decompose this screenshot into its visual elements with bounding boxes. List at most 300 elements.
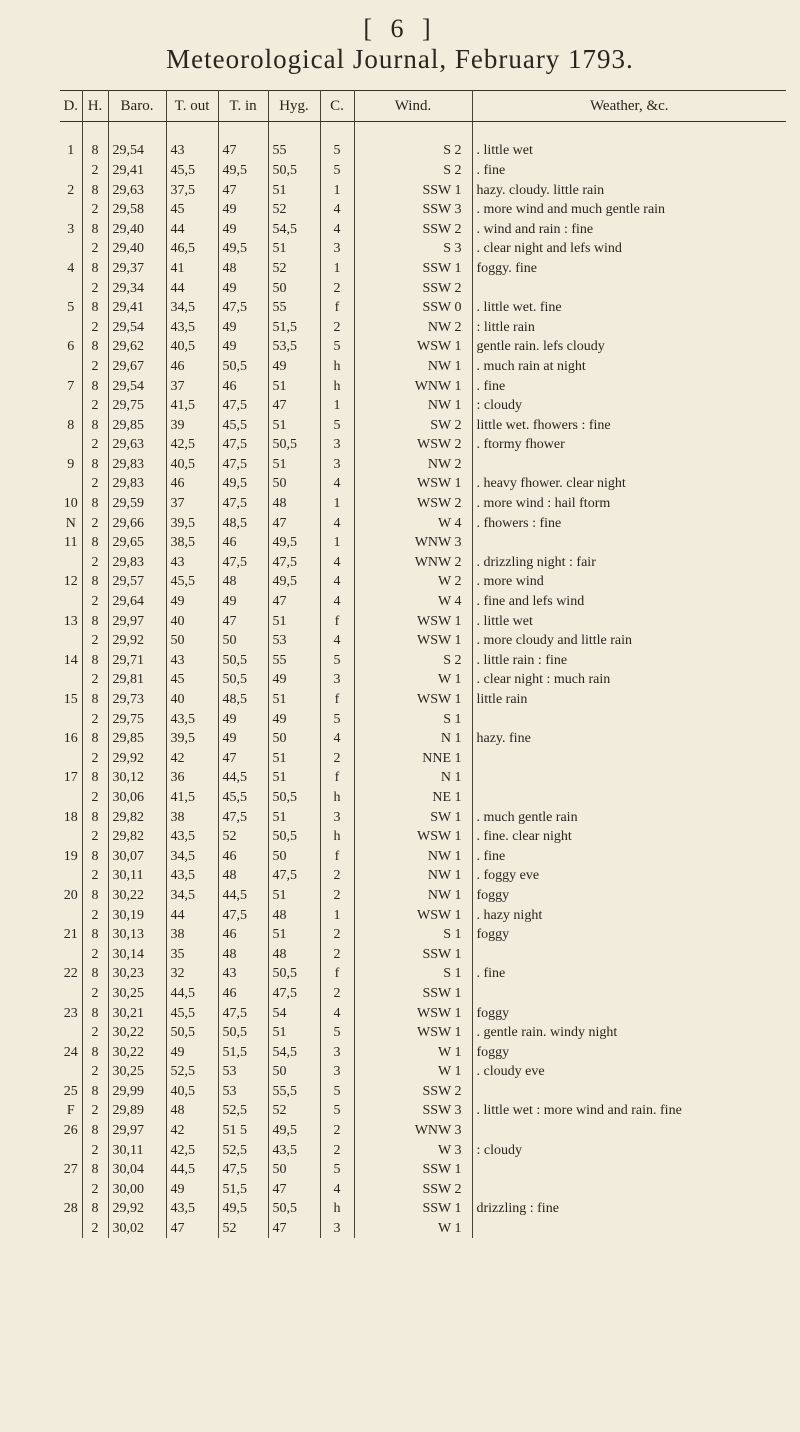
- cell-hour: 8: [82, 415, 108, 435]
- cell-day: 22: [60, 964, 82, 984]
- cell-clouds: 2: [320, 866, 354, 886]
- cell-day: [60, 631, 82, 651]
- table-row: [60, 455, 786, 475]
- table-row: [60, 435, 786, 455]
- cell-temp-out: 48: [166, 1101, 218, 1121]
- table-row: [60, 317, 786, 337]
- cell-hygrometer: 51: [268, 1023, 320, 1043]
- table-row: [60, 964, 786, 984]
- cell-wind: WNW 1: [354, 376, 472, 396]
- cell-day: 13: [60, 611, 82, 631]
- cell-hour: 8: [82, 455, 108, 475]
- cell-hour: 8: [82, 1042, 108, 1062]
- cell-temp-in: 45,5: [218, 415, 268, 435]
- weather-table: [60, 90, 786, 1238]
- cell-hygrometer: 49: [268, 357, 320, 377]
- table-row: [60, 1140, 786, 1160]
- cell-weather: . heavy fhower. clear night: [476, 476, 626, 492]
- cell-day: 26: [60, 1121, 82, 1141]
- cell-clouds: 2: [320, 886, 354, 906]
- cell-temp-in: 47,5: [218, 494, 268, 514]
- cell-hygrometer: 48: [268, 944, 320, 964]
- cell-barometer: 29,83: [108, 474, 166, 494]
- table-row: [60, 415, 786, 435]
- cell-hygrometer: 49: [268, 670, 320, 690]
- cell-wind: W 3: [354, 1140, 472, 1160]
- cell-wind: WSW 1: [354, 337, 472, 357]
- cell-temp-out: 43: [166, 141, 218, 161]
- cell-barometer: 29,73: [108, 690, 166, 710]
- cell-wind: SSW 1: [354, 259, 472, 279]
- cell-clouds: 1: [320, 533, 354, 553]
- cell-weather: [472, 1180, 786, 1200]
- cell-clouds: h: [320, 376, 354, 396]
- cell-temp-out: 42: [166, 749, 218, 769]
- cell-weather: . much gentle rain: [476, 809, 578, 825]
- cell-wind: NW 1: [354, 846, 472, 866]
- cell-clouds: f: [320, 846, 354, 866]
- cell-weather: foggy: [476, 887, 510, 903]
- cell-wind: WSW 2: [354, 435, 472, 455]
- cell-barometer: 29,75: [108, 396, 166, 416]
- cell-clouds: 4: [320, 592, 354, 612]
- cell-temp-out: 43,5: [166, 827, 218, 847]
- cell-hour: 8: [82, 141, 108, 161]
- cell-wind: WSW 1: [354, 631, 472, 651]
- cell-temp-in: 47: [218, 611, 268, 631]
- cell-weather: . more wind and much gentle rain: [476, 202, 666, 218]
- cell-barometer: 29,83: [108, 553, 166, 573]
- cell-wind: SSW 2: [354, 1082, 472, 1102]
- cell-weather: foggy: [476, 1044, 510, 1060]
- cell-barometer: 30,22: [108, 1042, 166, 1062]
- cell-weather: [472, 1082, 786, 1102]
- cell-clouds: 1: [320, 180, 354, 200]
- cell-wind: WSW 1: [354, 827, 472, 847]
- table-row: [60, 592, 786, 612]
- col-hygrometer: Hyg.: [268, 91, 320, 122]
- cell-hour: 2: [82, 827, 108, 847]
- cell-hour: 8: [82, 259, 108, 279]
- cell-clouds: f: [320, 768, 354, 788]
- table-row: [60, 1219, 786, 1239]
- cell-day: 17: [60, 768, 82, 788]
- cell-barometer: 29,67: [108, 357, 166, 377]
- cell-temp-out: 39,5: [166, 729, 218, 749]
- cell-barometer: 29,40: [108, 219, 166, 239]
- col-barometer: Baro.: [108, 91, 166, 122]
- cell-hour: 2: [82, 1219, 108, 1239]
- table-row: [60, 357, 786, 377]
- cell-temp-out: 46,5: [166, 239, 218, 259]
- cell-temp-in: 47,5: [218, 298, 268, 318]
- cell-day: 5: [60, 298, 82, 318]
- cell-temp-out: 38,5: [166, 533, 218, 553]
- cell-day: F: [60, 1101, 82, 1121]
- cell-barometer: 29,62: [108, 337, 166, 357]
- cell-wind: SW 1: [354, 807, 472, 827]
- cell-barometer: 29,83: [108, 455, 166, 475]
- cell-wind: S 3: [354, 239, 472, 259]
- cell-weather: . clear night : much rain: [476, 672, 611, 688]
- cell-wind: N 1: [354, 729, 472, 749]
- cell-clouds: h: [320, 357, 354, 377]
- cell-temp-in: 46: [218, 984, 268, 1004]
- cell-hour: 8: [82, 1082, 108, 1102]
- cell-weather: hazy. cloudy. little rain: [476, 182, 605, 198]
- cell-wind: WSW 1: [354, 474, 472, 494]
- cell-temp-in: 46: [218, 925, 268, 945]
- cell-hygrometer: 52: [268, 1101, 320, 1121]
- cell-temp-in: 49: [218, 278, 268, 298]
- cell-hour: 2: [82, 1180, 108, 1200]
- table-row: [60, 905, 786, 925]
- cell-wind: S 2: [354, 161, 472, 181]
- table-row: [60, 298, 786, 318]
- spacer-row: [60, 122, 786, 142]
- cell-clouds: 3: [320, 807, 354, 827]
- cell-barometer: 30,07: [108, 846, 166, 866]
- table-row: [60, 1023, 786, 1043]
- cell-weather: [472, 749, 786, 769]
- cell-weather: little rain: [476, 692, 528, 708]
- cell-day: [60, 749, 82, 769]
- cell-barometer: 29,99: [108, 1082, 166, 1102]
- cell-wind: NW 1: [354, 886, 472, 906]
- cell-wind: NNE 1: [354, 749, 472, 769]
- cell-clouds: 5: [320, 415, 354, 435]
- cell-hygrometer: 51: [268, 690, 320, 710]
- cell-temp-in: 49: [218, 337, 268, 357]
- cell-weather: little wet. fhowers : fine: [476, 417, 611, 433]
- table-row: [60, 180, 786, 200]
- cell-day: [60, 1140, 82, 1160]
- cell-barometer: 30,00: [108, 1180, 166, 1200]
- table-row: [60, 709, 786, 729]
- cell-wind: S 1: [354, 925, 472, 945]
- cell-wind: NW 1: [354, 396, 472, 416]
- cell-day: [60, 1062, 82, 1082]
- cell-day: [60, 161, 82, 181]
- cell-barometer: 29,65: [108, 533, 166, 553]
- cell-hour: 2: [82, 513, 108, 533]
- cell-clouds: 3: [320, 1219, 354, 1239]
- cell-hour: 8: [82, 533, 108, 553]
- cell-hour: 8: [82, 180, 108, 200]
- cell-temp-out: 46: [166, 474, 218, 494]
- cell-wind: SSW 1: [354, 944, 472, 964]
- cell-temp-in: 47: [218, 180, 268, 200]
- cell-day: 14: [60, 651, 82, 671]
- cell-hour: 2: [82, 317, 108, 337]
- cell-hygrometer: 49: [268, 709, 320, 729]
- cell-weather: foggy: [476, 927, 510, 943]
- cell-wind: N 1: [354, 768, 472, 788]
- page-number: [ 6 ]: [363, 14, 437, 43]
- cell-temp-out: 32: [166, 964, 218, 984]
- table-row: [60, 513, 786, 533]
- cell-temp-out: 49: [166, 1042, 218, 1062]
- cell-hygrometer: 52: [268, 259, 320, 279]
- cell-wind: W 1: [354, 670, 472, 690]
- col-hour: H.: [82, 91, 108, 122]
- cell-weather: . little wet: [476, 613, 533, 629]
- cell-day: 4: [60, 259, 82, 279]
- cell-day: 11: [60, 533, 82, 553]
- cell-clouds: 1: [320, 905, 354, 925]
- col-wind: Wind.: [354, 91, 472, 122]
- cell-barometer: 30,21: [108, 1003, 166, 1023]
- cell-temp-out: 34,5: [166, 298, 218, 318]
- cell-hour: 8: [82, 846, 108, 866]
- cell-wind: W 4: [354, 592, 472, 612]
- cell-wind: SSW 2: [354, 1180, 472, 1200]
- cell-day: 24: [60, 1042, 82, 1062]
- cell-weather: . fine: [476, 848, 506, 864]
- cell-hygrometer: 50,5: [268, 788, 320, 808]
- cell-clouds: f: [320, 690, 354, 710]
- cell-temp-in: 51 5: [218, 1121, 268, 1141]
- cell-clouds: 3: [320, 670, 354, 690]
- cell-day: [60, 474, 82, 494]
- cell-weather: . more cloudy and little rain: [476, 633, 633, 649]
- cell-wind: WSW 1: [354, 905, 472, 925]
- cell-day: [60, 984, 82, 1004]
- cell-hygrometer: 47,5: [268, 866, 320, 886]
- cell-barometer: 29,71: [108, 651, 166, 671]
- cell-clouds: 5: [320, 651, 354, 671]
- cell-temp-out: 43: [166, 553, 218, 573]
- table-row: [60, 494, 786, 514]
- cell-temp-out: 43,5: [166, 709, 218, 729]
- cell-temp-in: 48: [218, 572, 268, 592]
- cell-temp-in: 43: [218, 964, 268, 984]
- cell-day: 18: [60, 807, 82, 827]
- cell-temp-in: 50,5: [218, 651, 268, 671]
- cell-temp-in: 50,5: [218, 670, 268, 690]
- cell-day: [60, 200, 82, 220]
- cell-barometer: 30,12: [108, 768, 166, 788]
- cell-hour: 8: [82, 337, 108, 357]
- cell-hour: 8: [82, 494, 108, 514]
- cell-temp-in: 49: [218, 729, 268, 749]
- cell-barometer: 29,92: [108, 631, 166, 651]
- cell-hour: 2: [82, 278, 108, 298]
- table-row: [60, 200, 786, 220]
- cell-temp-out: 44: [166, 219, 218, 239]
- cell-barometer: 30,22: [108, 886, 166, 906]
- cell-hygrometer: 55: [268, 651, 320, 671]
- cell-temp-out: 49: [166, 592, 218, 612]
- cell-wind: WSW 1: [354, 690, 472, 710]
- cell-temp-out: 44: [166, 905, 218, 925]
- cell-hygrometer: 51: [268, 925, 320, 945]
- cell-temp-in: 51,5: [218, 1042, 268, 1062]
- cell-temp-in: 47,5: [218, 807, 268, 827]
- cell-hour: 2: [82, 749, 108, 769]
- cell-hygrometer: 47,5: [268, 984, 320, 1004]
- table-row: [60, 259, 786, 279]
- cell-clouds: 5: [320, 1023, 354, 1043]
- cell-clouds: 4: [320, 219, 354, 239]
- cell-weather: . little wet: [476, 143, 533, 159]
- cell-wind: WNW 3: [354, 533, 472, 553]
- cell-temp-out: 44,5: [166, 1160, 218, 1180]
- cell-temp-out: 50,5: [166, 1023, 218, 1043]
- table-row: [60, 219, 786, 239]
- cell-barometer: 30,25: [108, 1062, 166, 1082]
- cell-weather: . much rain at night: [476, 358, 586, 374]
- cell-temp-out: 40,5: [166, 455, 218, 475]
- cell-clouds: h: [320, 1199, 354, 1219]
- cell-temp-out: 34,5: [166, 886, 218, 906]
- cell-temp-out: 46: [166, 357, 218, 377]
- cell-hygrometer: 50,5: [268, 827, 320, 847]
- table-row: [60, 1101, 786, 1121]
- cell-day: 16: [60, 729, 82, 749]
- cell-day: [60, 553, 82, 573]
- cell-wind: SW 2: [354, 415, 472, 435]
- cell-clouds: 4: [320, 1180, 354, 1200]
- cell-clouds: 5: [320, 1101, 354, 1121]
- col-temp-out: T. out: [166, 91, 218, 122]
- cell-temp-out: 38: [166, 925, 218, 945]
- cell-barometer: 29,54: [108, 141, 166, 161]
- cell-weather: . more wind : hail ftorm: [476, 496, 611, 512]
- cell-wind: W 1: [354, 1062, 472, 1082]
- cell-hygrometer: 47: [268, 1180, 320, 1200]
- cell-hygrometer: 51: [268, 239, 320, 259]
- cell-hour: 2: [82, 553, 108, 573]
- table-row: [60, 533, 786, 553]
- cell-day: 10: [60, 494, 82, 514]
- cell-temp-out: 42,5: [166, 435, 218, 455]
- table-row: [60, 278, 786, 298]
- cell-barometer: 29,40: [108, 239, 166, 259]
- cell-hour: 8: [82, 1003, 108, 1023]
- cell-temp-in: 46: [218, 846, 268, 866]
- cell-hygrometer: 54: [268, 1003, 320, 1023]
- cell-clouds: 5: [320, 161, 354, 181]
- cell-barometer: 29,89: [108, 1101, 166, 1121]
- cell-wind: NW 2: [354, 455, 472, 475]
- cell-temp-out: 37,5: [166, 180, 218, 200]
- table-row: [60, 1199, 786, 1219]
- cell-weather: . fhowers : fine: [476, 515, 562, 531]
- cell-hygrometer: 51: [268, 180, 320, 200]
- table-row: [60, 553, 786, 573]
- cell-hour: 8: [82, 1160, 108, 1180]
- cell-temp-in: 53: [218, 1062, 268, 1082]
- cell-clouds: 5: [320, 709, 354, 729]
- cell-temp-in: 50,5: [218, 357, 268, 377]
- cell-temp-out: 40,5: [166, 1082, 218, 1102]
- cell-barometer: 29,63: [108, 180, 166, 200]
- table-row: [60, 651, 786, 671]
- cell-temp-in: 48,5: [218, 690, 268, 710]
- cell-hygrometer: 51: [268, 415, 320, 435]
- cell-temp-out: 45,5: [166, 1003, 218, 1023]
- cell-clouds: 4: [320, 729, 354, 749]
- cell-day: [60, 357, 82, 377]
- cell-clouds: 3: [320, 239, 354, 259]
- cell-hygrometer: 47: [268, 396, 320, 416]
- cell-clouds: 1: [320, 259, 354, 279]
- cell-temp-in: 48: [218, 944, 268, 964]
- cell-temp-out: 45: [166, 670, 218, 690]
- cell-temp-in: 49: [218, 219, 268, 239]
- cell-barometer: 29,37: [108, 259, 166, 279]
- cell-day: 28: [60, 1199, 82, 1219]
- cell-hygrometer: 51: [268, 611, 320, 631]
- cell-temp-out: 42,5: [166, 1140, 218, 1160]
- cell-temp-in: 47,5: [218, 435, 268, 455]
- cell-barometer: 29,82: [108, 827, 166, 847]
- cell-temp-in: 50,5: [218, 1023, 268, 1043]
- cell-hygrometer: 55: [268, 298, 320, 318]
- table-row: [60, 670, 786, 690]
- cell-day: [60, 317, 82, 337]
- cell-weather: : cloudy: [476, 398, 522, 414]
- cell-temp-out: 40: [166, 611, 218, 631]
- cell-hour: 2: [82, 1062, 108, 1082]
- cell-hygrometer: 50: [268, 1062, 320, 1082]
- cell-day: 15: [60, 690, 82, 710]
- cell-hour: 8: [82, 611, 108, 631]
- cell-day: [60, 788, 82, 808]
- cell-day: 1: [60, 141, 82, 161]
- cell-hygrometer: 50,5: [268, 161, 320, 181]
- cell-temp-in: 47,5: [218, 1160, 268, 1180]
- cell-temp-out: 43: [166, 651, 218, 671]
- cell-day: [60, 278, 82, 298]
- cell-day: 6: [60, 337, 82, 357]
- table-row: [60, 474, 786, 494]
- cell-hour: 2: [82, 239, 108, 259]
- cell-hour: 2: [82, 474, 108, 494]
- cell-temp-in: 53: [218, 1082, 268, 1102]
- cell-weather: . hazy night: [476, 907, 543, 923]
- cell-weather: : cloudy: [476, 1142, 522, 1158]
- cell-weather: [472, 788, 786, 808]
- cell-wind: S 2: [354, 651, 472, 671]
- table-row: [60, 1062, 786, 1082]
- cell-temp-out: 42: [166, 1121, 218, 1141]
- cell-clouds: 4: [320, 474, 354, 494]
- cell-temp-in: 48,5: [218, 513, 268, 533]
- table-row: [60, 866, 786, 886]
- cell-wind: WSW 1: [354, 1003, 472, 1023]
- cell-weather: gentle rain. lefs cloudy: [476, 339, 605, 355]
- table-row: [60, 239, 786, 259]
- cell-day: 23: [60, 1003, 82, 1023]
- cell-weather: . foggy eve: [476, 868, 540, 884]
- cell-weather: [472, 1121, 786, 1141]
- cell-temp-in: 49,5: [218, 1199, 268, 1219]
- cell-barometer: 29,41: [108, 161, 166, 181]
- col-clouds: C.: [320, 91, 354, 122]
- cell-temp-out: 49: [166, 1180, 218, 1200]
- cell-wind: SSW 0: [354, 298, 472, 318]
- table-row: [60, 729, 786, 749]
- cell-hour: 2: [82, 866, 108, 886]
- cell-clouds: 3: [320, 435, 354, 455]
- cell-wind: SSW 3: [354, 200, 472, 220]
- cell-day: [60, 709, 82, 729]
- cell-temp-out: 34,5: [166, 846, 218, 866]
- cell-barometer: 29,92: [108, 749, 166, 769]
- cell-day: [60, 435, 82, 455]
